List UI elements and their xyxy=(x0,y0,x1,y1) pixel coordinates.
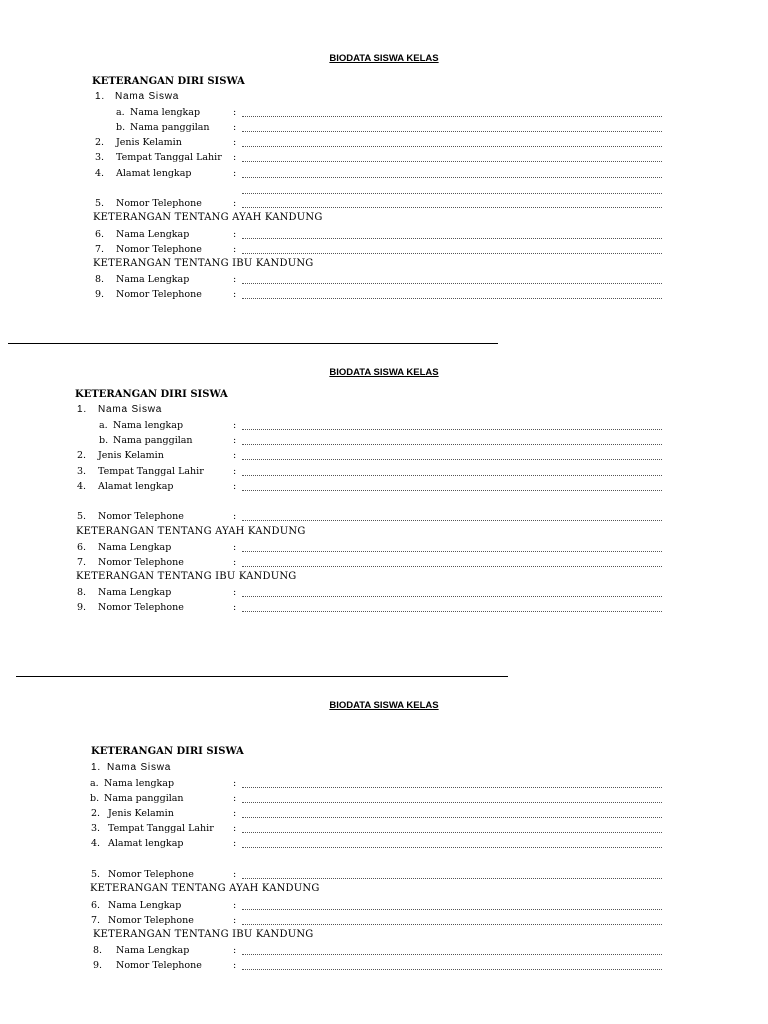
field-colon: : xyxy=(233,587,237,598)
item-nama-lengkap xyxy=(116,106,200,120)
answer-line[interactable] xyxy=(242,847,662,848)
answer-line[interactable] xyxy=(242,161,662,162)
answer-line[interactable] xyxy=(242,238,662,239)
item-label: Alamat lengkap xyxy=(98,481,174,492)
item-label: Alamat lengkap xyxy=(116,168,192,179)
answer-line[interactable] xyxy=(242,207,662,208)
item-label: Jenis Kelamin xyxy=(116,137,182,148)
field-colon: : xyxy=(233,915,237,926)
answer-line[interactable] xyxy=(242,131,662,132)
item-label: Nama Lengkap xyxy=(116,945,190,956)
answer-line[interactable] xyxy=(242,832,662,833)
answer-line[interactable] xyxy=(242,969,662,970)
item-nama-siswa xyxy=(77,403,162,417)
item-number: 6. xyxy=(91,900,101,911)
item-number: 3. xyxy=(95,152,105,163)
answer-line[interactable] xyxy=(242,429,662,430)
answer-line[interactable] xyxy=(242,177,662,178)
field-colon: : xyxy=(233,107,237,118)
item-label: Nama panggilan xyxy=(113,435,193,446)
item-number: 7. xyxy=(91,915,101,926)
cut-line xyxy=(16,676,508,677)
item-label: Alamat lengkap xyxy=(108,838,184,849)
item-label: Nama Lengkap xyxy=(116,229,190,240)
item-label: Nomor Telephone xyxy=(108,869,194,880)
field-colon: : xyxy=(233,602,237,613)
answer-line[interactable] xyxy=(242,283,662,284)
cut-line xyxy=(8,343,498,344)
section-mother-heading: KETERANGAN TENTANG IBU KANDUNG xyxy=(76,571,297,582)
item-number: 6. xyxy=(77,542,87,553)
item-number: 2. xyxy=(95,137,105,148)
item-number: 8. xyxy=(77,587,87,598)
item-ayah-nama xyxy=(91,899,181,913)
item-number: 1. xyxy=(91,762,101,773)
item-label: Nama Siswa xyxy=(115,91,180,102)
field-colon: : xyxy=(233,838,237,849)
item-nama-siswa xyxy=(91,761,171,775)
item-number: 3. xyxy=(77,466,87,477)
field-colon: : xyxy=(233,808,237,819)
item-label: Nomor Telephone xyxy=(98,602,184,613)
item-label: Nomor Telephone xyxy=(116,244,202,255)
item-nomor-telephone xyxy=(95,197,202,211)
answer-line[interactable] xyxy=(242,520,662,521)
field-colon: : xyxy=(233,542,237,553)
item-number: 9. xyxy=(93,960,103,971)
item-label: Nama lengkap xyxy=(104,778,175,789)
field-colon: : xyxy=(233,274,237,285)
item-number: 9. xyxy=(77,602,87,613)
field-colon: : xyxy=(233,960,237,971)
field-colon: : xyxy=(233,481,237,492)
answer-line[interactable] xyxy=(242,878,662,879)
answer-line[interactable] xyxy=(242,787,662,788)
item-label: Nama lengkap xyxy=(113,420,184,431)
field-colon: : xyxy=(233,793,237,804)
item-label: Jenis Kelamin xyxy=(98,450,164,461)
item-nomor-telephone xyxy=(77,510,184,524)
item-number: 7. xyxy=(77,557,87,568)
item-label: Nama Lengkap xyxy=(116,274,190,285)
item-label: Nama Lengkap xyxy=(98,542,172,553)
item-label: Tempat Tanggal Lahir xyxy=(116,152,222,163)
answer-line[interactable] xyxy=(242,116,662,117)
item-label: Nomor Telephone xyxy=(116,198,202,209)
item-number: 3. xyxy=(91,823,101,834)
item-label: Nama Lengkap xyxy=(98,587,172,598)
item-number: 8. xyxy=(95,274,105,285)
item-label: Nama Lengkap xyxy=(108,900,182,911)
answer-line[interactable] xyxy=(242,298,662,299)
field-colon: : xyxy=(233,435,237,446)
item-jenis-kelamin xyxy=(77,449,164,463)
item-number: b. xyxy=(99,435,109,446)
item-nomor-telephone xyxy=(91,868,194,882)
item-label: Nama panggilan xyxy=(130,122,210,133)
answer-line[interactable] xyxy=(242,253,662,254)
item-nama-lengkap xyxy=(90,777,174,791)
item-ayah-telephone xyxy=(77,556,184,570)
field-colon: : xyxy=(233,869,237,880)
answer-line[interactable] xyxy=(242,551,662,552)
form-title: BIODATA SISWA KELAS xyxy=(329,700,439,711)
item-number: a. xyxy=(99,420,108,431)
field-colon: : xyxy=(233,152,237,163)
item-ibu-telephone xyxy=(77,601,184,615)
field-colon: : xyxy=(233,450,237,461)
form-title: BIODATA SISWA KELAS xyxy=(329,53,439,64)
field-colon: : xyxy=(233,900,237,911)
answer-line[interactable] xyxy=(242,490,662,491)
item-label: Nama Siswa xyxy=(107,762,172,773)
item-ayah-nama xyxy=(95,228,189,242)
item-label: Tempat Tanggal Lahir xyxy=(98,466,204,477)
item-number: 4. xyxy=(95,168,105,179)
item-nama-lengkap xyxy=(99,419,183,433)
item-tempat-tanggal-lahir xyxy=(77,465,204,479)
item-tempat-tanggal-lahir xyxy=(95,151,222,165)
answer-line[interactable] xyxy=(242,924,662,925)
answer-line[interactable] xyxy=(242,611,662,612)
item-nama-panggilan xyxy=(99,434,193,448)
item-ayah-telephone xyxy=(91,914,194,928)
field-colon: : xyxy=(233,420,237,431)
field-colon: : xyxy=(233,168,237,179)
item-number: 8. xyxy=(93,945,103,956)
item-nama-panggilan xyxy=(90,792,184,806)
item-label: Nama Siswa xyxy=(98,404,163,415)
item-alamat-lengkap xyxy=(77,480,173,494)
field-colon: : xyxy=(233,511,237,522)
item-number: 5. xyxy=(95,198,105,209)
item-label: Nomor Telephone xyxy=(116,960,202,971)
item-number: 1. xyxy=(95,91,105,102)
field-colon: : xyxy=(233,229,237,240)
item-ibu-nama xyxy=(77,586,171,600)
item-tempat-tanggal-lahir xyxy=(91,822,214,836)
answer-line[interactable] xyxy=(242,566,662,567)
item-label: Nomor Telephone xyxy=(98,557,184,568)
item-number: 2. xyxy=(91,808,101,819)
field-colon: : xyxy=(233,945,237,956)
section-self-heading: KETERANGAN DIRI SISWA xyxy=(75,389,228,400)
item-ibu-nama xyxy=(95,273,189,287)
item-number: 5. xyxy=(91,869,101,880)
field-colon: : xyxy=(233,557,237,568)
item-number: 9. xyxy=(95,289,105,300)
item-ibu-telephone xyxy=(93,959,202,973)
item-number: 7. xyxy=(95,244,105,255)
item-alamat-lengkap xyxy=(95,167,191,181)
item-label: Jenis Kelamin xyxy=(108,808,174,819)
item-number: 4. xyxy=(77,481,87,492)
section-father-heading: KETERANGAN TENTANG AYAH KANDUNG xyxy=(90,883,320,894)
field-colon: : xyxy=(233,823,237,834)
field-colon: : xyxy=(233,244,237,255)
item-label: Nomor Telephone xyxy=(98,511,184,522)
section-father-heading: KETERANGAN TENTANG AYAH KANDUNG xyxy=(76,526,306,537)
item-nama-panggilan xyxy=(116,121,210,135)
item-label: Tempat Tanggal Lahir xyxy=(108,823,214,834)
item-ayah-telephone xyxy=(95,243,202,257)
answer-line[interactable] xyxy=(242,459,662,460)
answer-line[interactable] xyxy=(242,444,662,445)
field-colon: : xyxy=(233,137,237,148)
field-colon: : xyxy=(233,778,237,789)
answer-line[interactable] xyxy=(242,596,662,597)
answer-line[interactable] xyxy=(242,475,662,476)
section-father-heading: KETERANGAN TENTANG AYAH KANDUNG xyxy=(93,212,323,223)
item-number: b. xyxy=(90,793,100,804)
item-number: 6. xyxy=(95,229,105,240)
item-label: Nama lengkap xyxy=(130,107,201,118)
item-label: Nomor Telephone xyxy=(108,915,194,926)
field-colon: : xyxy=(233,122,237,133)
field-colon: : xyxy=(233,466,237,477)
item-number: a. xyxy=(116,107,125,118)
section-self-heading: KETERANGAN DIRI SISWA xyxy=(91,746,244,757)
item-jenis-kelamin xyxy=(91,807,174,821)
item-number: 1. xyxy=(77,404,87,415)
answer-line[interactable] xyxy=(242,817,662,818)
section-mother-heading: KETERANGAN TENTANG IBU KANDUNG xyxy=(93,258,314,269)
form-title: BIODATA SISWA KELAS xyxy=(329,367,439,378)
section-self-heading: KETERANGAN DIRI SISWA xyxy=(92,76,245,87)
answer-line[interactable] xyxy=(242,193,662,194)
item-alamat-lengkap xyxy=(91,837,183,851)
section-mother-heading: KETERANGAN TENTANG IBU KANDUNG xyxy=(93,929,314,940)
item-number: a. xyxy=(90,778,99,789)
item-ayah-nama xyxy=(77,541,171,555)
item-ibu-telephone xyxy=(95,288,202,302)
item-number: 2. xyxy=(77,450,87,461)
item-label: Nomor Telephone xyxy=(116,289,202,300)
answer-line[interactable] xyxy=(242,146,662,147)
field-colon: : xyxy=(233,289,237,300)
answer-line[interactable] xyxy=(242,909,662,910)
item-number: 5. xyxy=(77,511,87,522)
item-label: Nama panggilan xyxy=(104,793,184,804)
item-ibu-nama xyxy=(93,944,189,958)
item-nama-siswa xyxy=(95,90,179,104)
field-colon: : xyxy=(233,198,237,209)
item-jenis-kelamin xyxy=(95,136,182,150)
answer-line[interactable] xyxy=(242,954,662,955)
item-number: 4. xyxy=(91,838,101,849)
answer-line[interactable] xyxy=(242,802,662,803)
item-number: b. xyxy=(116,122,126,133)
